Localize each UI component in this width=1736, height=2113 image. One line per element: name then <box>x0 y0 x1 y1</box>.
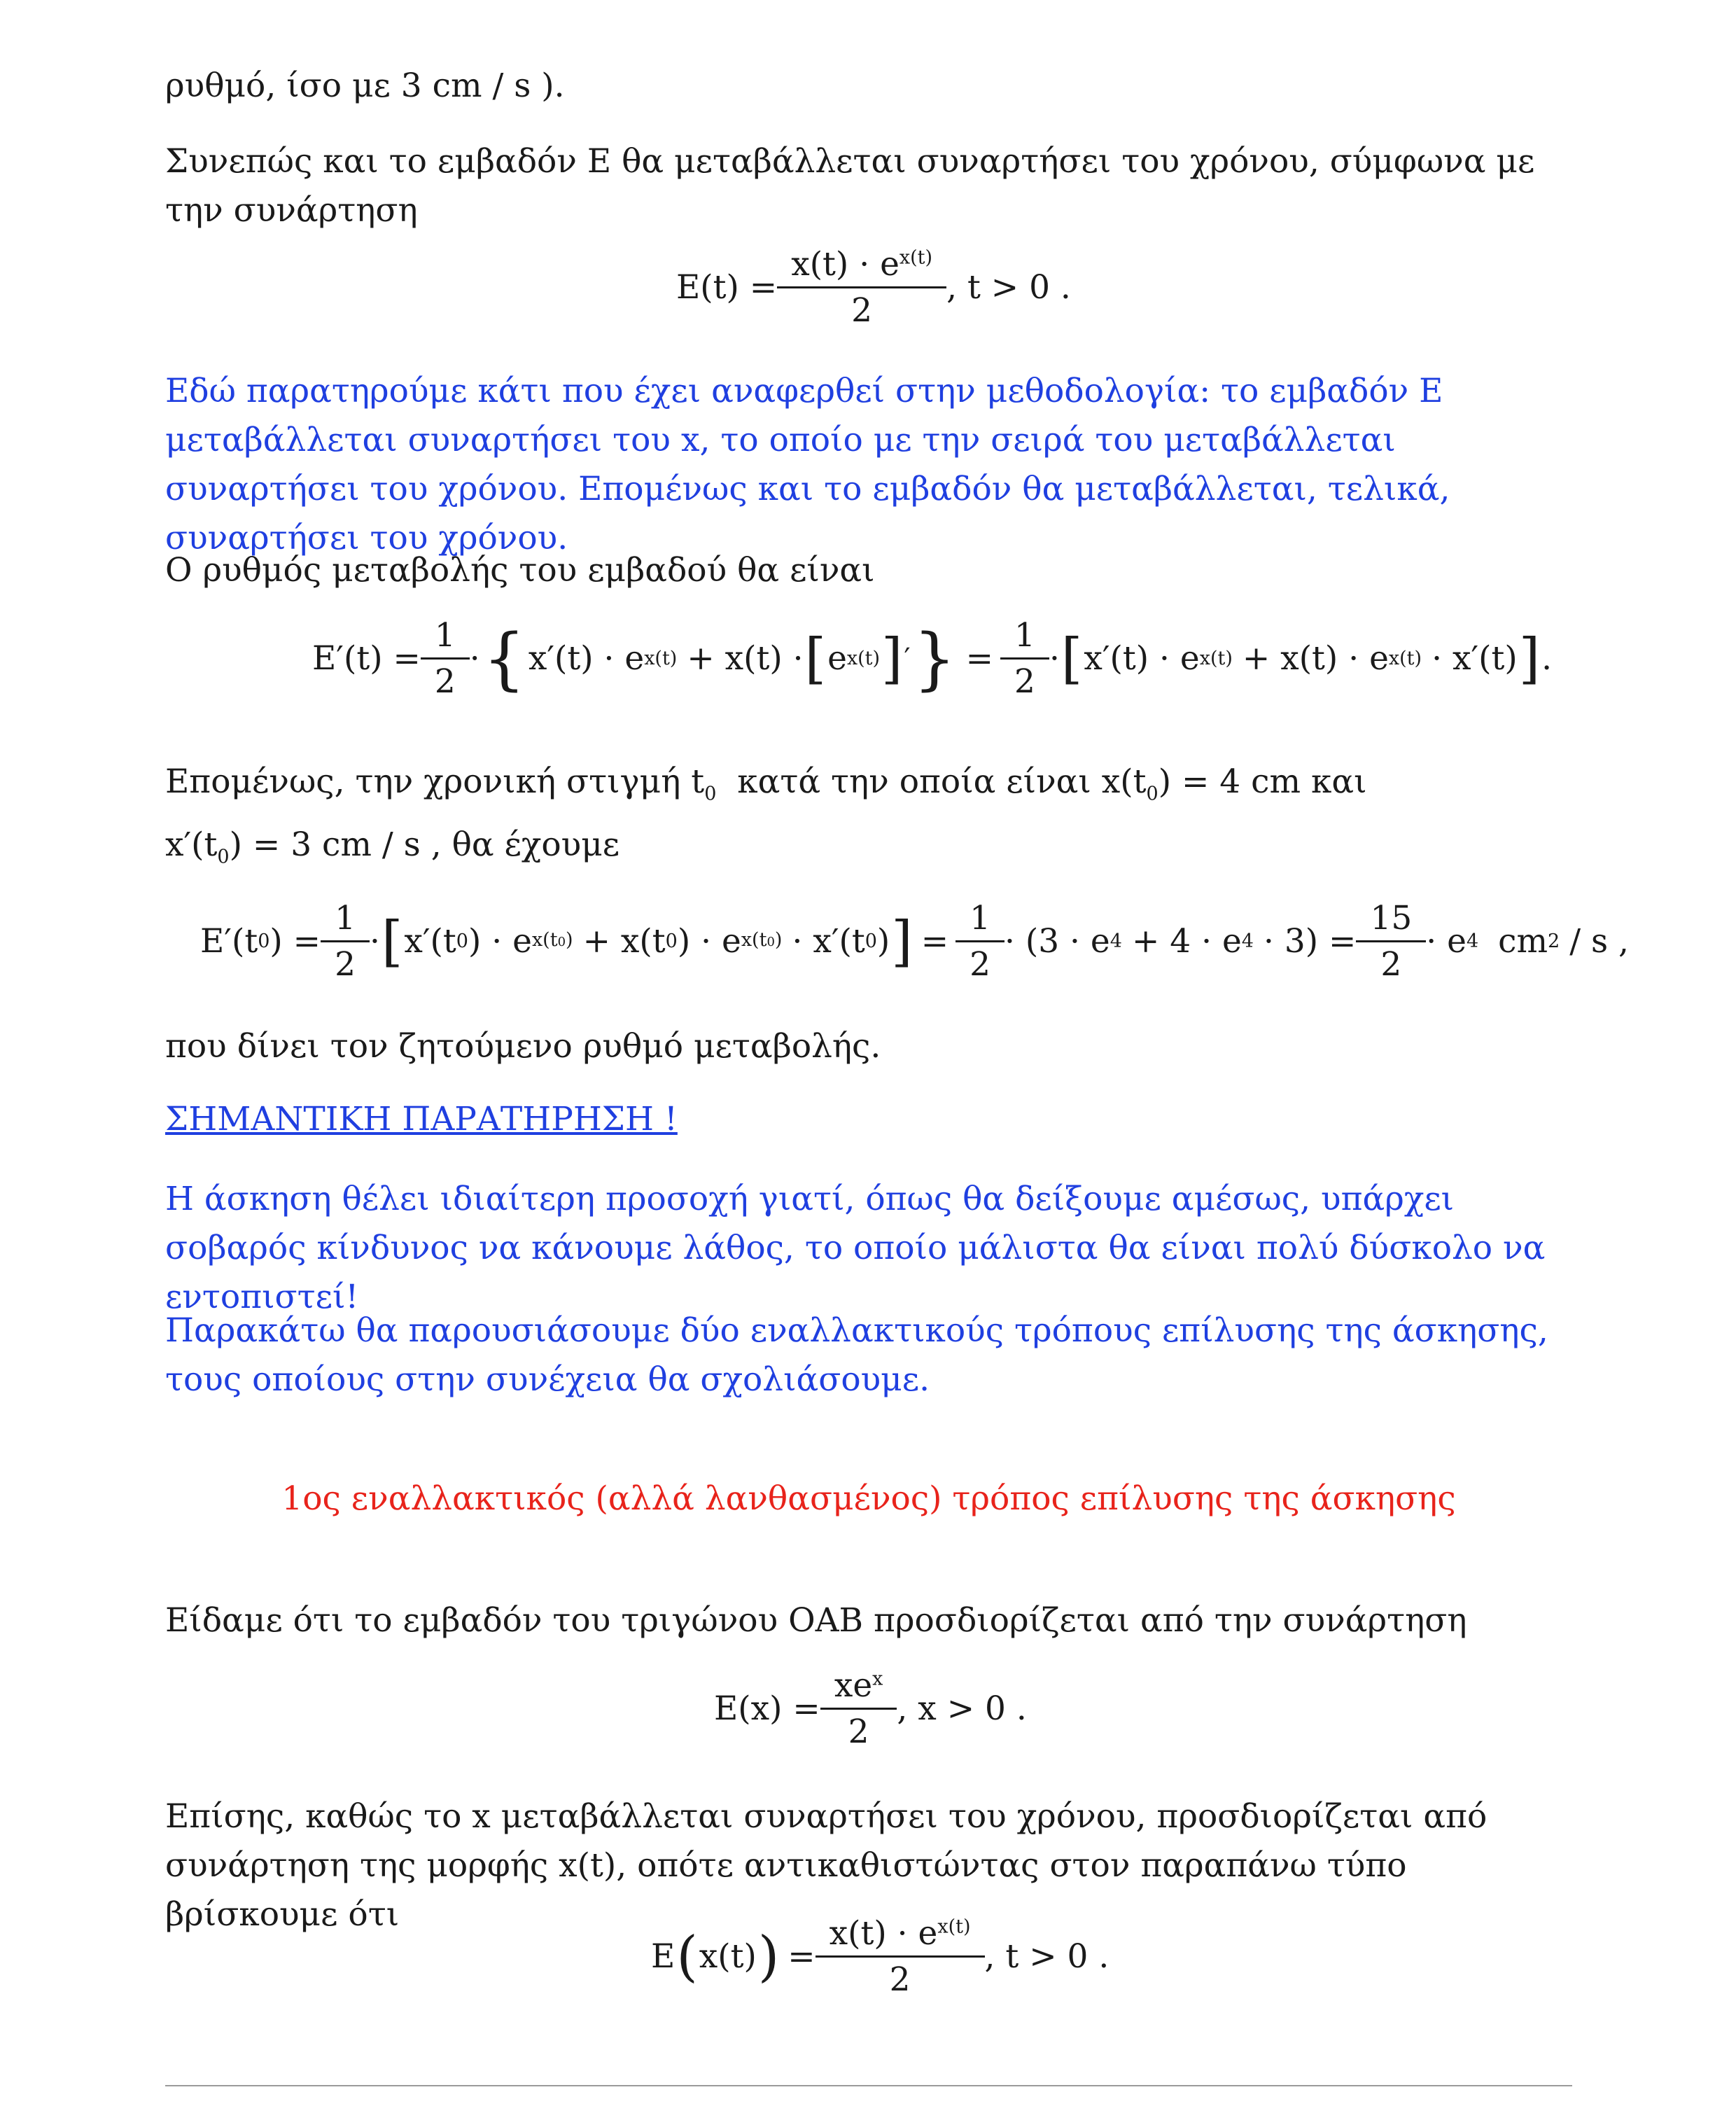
paragraph-result: που δίνει τον ζητούμενο ρυθμό μεταβολής. <box>165 1027 881 1066</box>
eq2-term2: + x(t) · <box>687 639 804 678</box>
bracket-open: [ <box>804 627 827 690</box>
equation-area-time <box>676 245 1071 330</box>
eq2-half-2: $\frac{1}{2}$ <box>1007 616 1042 701</box>
eq2-lhs: E′(t) = <box>312 639 421 678</box>
eq2-term3: x′(t) · e <box>1084 639 1200 678</box>
paragraph-rate: ρυθμό, ίσο με 3 cm / s ). <box>165 67 565 105</box>
eq1-condition: , t > 0 . <box>946 268 1071 307</box>
paragraph-rate-of-change: Ο ρυθμός μεταβολής του εμβαδού θα είναι <box>165 551 875 590</box>
paragraph-area-function: Συνεπώς και το εμβαδόν Ε θα μεταβάλλεται συναρτήσει του χρόνου, σύμφωνα με την συνάρτηση <box>165 142 1535 230</box>
paragraph-speed-t0: $x'(t_0) = 3$ cm / s , θα έχουμε <box>165 825 620 868</box>
eq2-half: $\frac{1}{2}$ <box>428 616 463 701</box>
eq1-numerator: x(t) · e <box>791 245 899 284</box>
paragraph-warning: Η άσκηση θέλει ιδιαίτερη προσοχή γιατί, όπως θα δείξουμε αμέσως, υπάρχει σοβαρός κίνδυνος να κάνουμε λάθος, το οποίο μάλιστα θα είναι πολύ δύσκολο να εντοπιστεί! <box>165 1180 1546 1316</box>
brace-open: { <box>482 619 526 698</box>
important-note-link[interactable]: ΣΗΜΑΝΤΙΚΗ ΠΑΡΑΤΗΡΗΣΗ ! <box>165 1100 678 1138</box>
eq1-lhs: E(t) = <box>676 268 778 307</box>
footer-divider <box>165 2085 1572 2086</box>
eq1-exponent: x(t) <box>899 246 933 269</box>
paragraph-substitution: Επίσης, καθώς το x μεταβάλλεται συναρτήσει του χρόνου, προσδιορίζεται από συνάρτηση της μορφής x(t), οπότε αντικαθιστώντας στον παραπάνω τύπο βρίσκουμε ότι <box>165 1797 1488 1934</box>
equation-area-x: E(x) = $\frac{xe^x}{2}$ , x > 0 . <box>714 1666 1027 1751</box>
eq2-term4: + x(t) · e <box>1242 639 1389 678</box>
eq2-term5: · x′(t) <box>1432 639 1518 678</box>
bracket-close: ] <box>881 627 903 690</box>
paragraph-alternatives: Παρακάτω θα παρουσιάσουμε δύο εναλλακτικούς τρόπους επίλυσης της άσκησης, τους οποίους στην συνέχεια θα σχολιάσουμε. <box>165 1311 1548 1399</box>
eq1-denominator: 2 <box>777 286 946 330</box>
paragraph-triangle-area: Είδαμε ότι το εμβαδόν του τριγώνου ΟΑΒ προσδιορίζεται από την συνάρτηση <box>165 1601 1467 1640</box>
equation-composite: E ( x(t) ) = $\frac{x(t) \cdot e^{x(t)}}{2}$ , t > 0 . <box>651 1914 1110 1999</box>
eq1-fraction <box>784 245 939 330</box>
section-heading-first-method: 1ος εναλλακτικός (αλλά λανθασμένος) τρόπος επίλυσης της άσκησης <box>281 1479 1456 1518</box>
paragraph-moment-t0: Επομένως, την χρονική στιγμή $t_0$ κατά την οποία είναι $x(t_0) = 4$ cm και <box>165 762 1367 805</box>
eq2-term1: x′(t) · e <box>528 639 645 678</box>
important-note-heading[interactable] <box>165 1095 1572 1144</box>
brace-close: } <box>913 619 956 698</box>
equation-derivative: E′(t) = $\frac{1}{2}$ · { x′(t) · e x(t) + x(t) · [ e x(t) ] ′ } = $\frac{1}{2}$ · [ x′(t) · e x(t) + x(t) · e x(t) · x′(t) ] . <box>312 616 1553 701</box>
paragraph-methodology-note: Εδώ παρατηρούμε κάτι που έχει αναφερθεί στην μεθοδολογία: το εμβαδόν Ε μεταβάλλεται συναρτήσει του x, το οποίο με την σειρά του μεταβάλλεται συναρτήσει του χρόνου. Επομένως και το εμβαδόν θα μεταβάλλεται, τελικά, συναρτήσει του χρόνου. <box>165 372 1450 557</box>
equation-derivative-t0: E′(t 0 ) = $\frac{1}{2}$ · [ x′(t 0 ) · e x(t0) + x(t 0 ) · e x(t0) · x′(t 0 ) ] = $\frac{1}{2}$ · (3 · e 4 + 4 · e 4 · 3) = $\frac{15}{2}$ · e 4 cm 2 / s , <box>200 899 1629 984</box>
